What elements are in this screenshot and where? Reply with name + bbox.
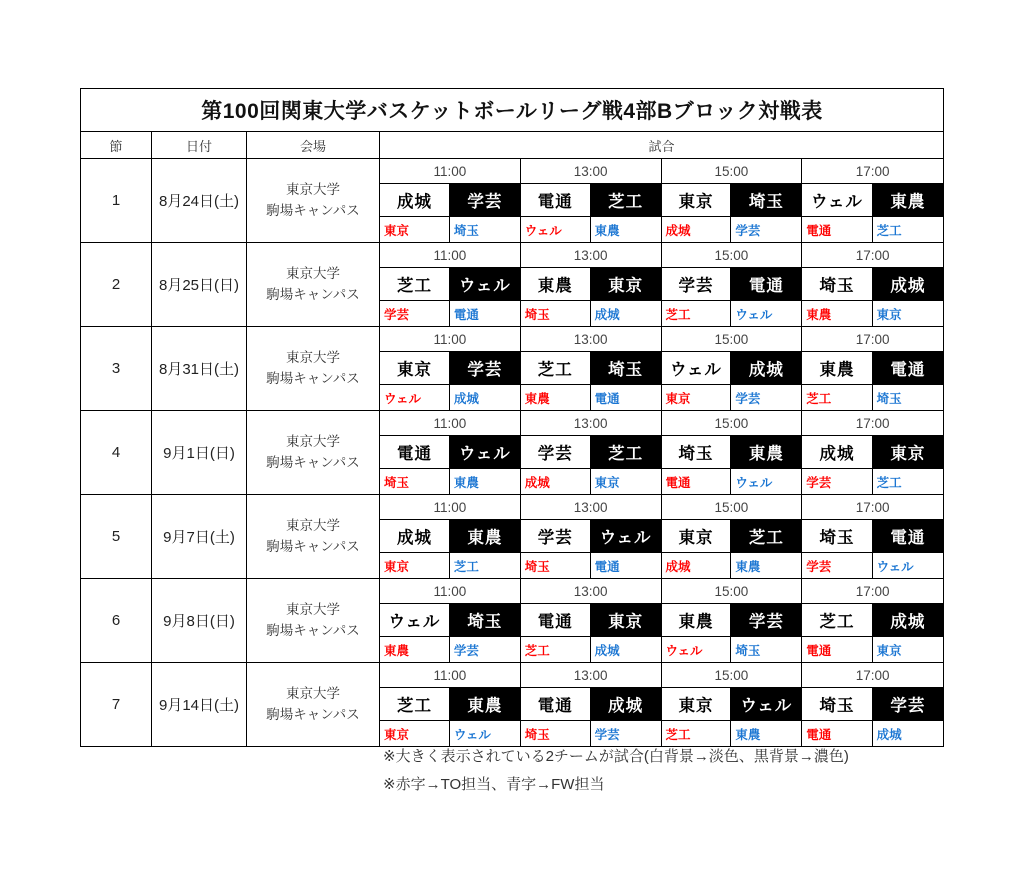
- team-dark-bg: 東農: [731, 436, 801, 468]
- match-cell: [521, 243, 662, 326]
- round-date: 9月14日(土): [152, 663, 247, 746]
- team-dark-bg: 埼玉: [731, 184, 801, 216]
- team-light-bg: 芝工: [380, 688, 450, 720]
- round-number: 5: [81, 495, 152, 578]
- round-matches: [380, 579, 943, 662]
- team-dark-bg: 芝工: [591, 184, 661, 216]
- fw-official: 東農: [735, 727, 761, 742]
- to-official: 電通: [662, 469, 732, 494]
- match-cell: [802, 327, 943, 410]
- to-official: 埼玉: [521, 721, 591, 746]
- match-teams: [662, 688, 802, 721]
- match-cell: [521, 579, 662, 662]
- team-dark-bg: 埼玉: [591, 352, 661, 384]
- round-date: 8月25日(日): [152, 243, 247, 326]
- match-officials: [662, 301, 802, 326]
- match-teams: [802, 436, 943, 469]
- match-time: 17:00: [802, 159, 943, 184]
- match-teams: [662, 604, 802, 637]
- fw-official: 電通: [453, 307, 479, 322]
- fw-official: 芝工: [876, 475, 902, 490]
- team-light-bg: 学芸: [521, 436, 591, 468]
- fw-official: ウェル: [735, 307, 773, 322]
- table-row: [81, 243, 943, 327]
- table-row: [81, 411, 943, 495]
- venue-line-2: 駒場キャンパス: [266, 202, 360, 218]
- round-number: 2: [81, 243, 152, 326]
- match-officials: [380, 553, 520, 578]
- match-time: 17:00: [802, 327, 943, 352]
- footnotes: [383, 743, 849, 799]
- match-time: 13:00: [521, 327, 661, 352]
- team-light-bg: 電通: [521, 184, 591, 216]
- team-dark-bg: 電通: [873, 352, 943, 384]
- match-teams: [802, 688, 943, 721]
- team-dark-bg: 東京: [591, 268, 661, 300]
- match-teams: [521, 520, 661, 553]
- to-official: 埼玉: [521, 553, 591, 578]
- venue-line-1: 東京大学: [286, 433, 340, 449]
- round-venue: [247, 159, 380, 242]
- match-time: 13:00: [521, 579, 661, 604]
- match-time: 15:00: [662, 159, 802, 184]
- to-official: 学芸: [802, 553, 872, 578]
- team-dark-bg: 東京: [591, 604, 661, 636]
- match-officials: [802, 301, 943, 326]
- fw-official: 東京: [876, 643, 902, 658]
- round-date: 9月1日(日): [152, 411, 247, 494]
- match-time: 15:00: [662, 411, 802, 436]
- match-time: 15:00: [662, 663, 802, 688]
- table-header-row: [81, 132, 943, 159]
- to-official: 電通: [802, 217, 872, 242]
- team-light-bg: 電通: [380, 436, 450, 468]
- match-teams: [802, 184, 943, 217]
- team-light-bg: 東農: [521, 268, 591, 300]
- to-official: 芝工: [662, 301, 732, 326]
- to-official: 電通: [802, 721, 872, 746]
- match-teams: [380, 436, 520, 469]
- match-cell: [380, 579, 521, 662]
- fw-official: 学芸: [735, 223, 761, 238]
- round-matches: [380, 243, 943, 326]
- column-header-matches: 試合: [648, 138, 675, 154]
- to-official: 学芸: [380, 301, 450, 326]
- match-teams: [521, 604, 661, 637]
- to-official: 芝工: [802, 385, 872, 410]
- team-dark-bg: 学芸: [873, 688, 943, 720]
- fw-official: 芝工: [453, 559, 479, 574]
- match-cell: [521, 327, 662, 410]
- match-teams: [662, 184, 802, 217]
- match-cell: [521, 159, 662, 242]
- to-official: 東農: [521, 385, 591, 410]
- team-light-bg: 埼玉: [802, 520, 872, 552]
- match-officials: [521, 553, 661, 578]
- team-light-bg: 埼玉: [802, 688, 872, 720]
- match-time: 15:00: [662, 327, 802, 352]
- match-officials: [521, 385, 661, 410]
- team-light-bg: 芝工: [802, 604, 872, 636]
- match-teams: [521, 352, 661, 385]
- round-date: 9月7日(土): [152, 495, 247, 578]
- team-light-bg: 東京: [662, 520, 732, 552]
- fw-official: 東京: [594, 475, 620, 490]
- table-row: [81, 663, 943, 746]
- fw-official: ウェル: [876, 559, 914, 574]
- team-light-bg: ウェル: [662, 352, 732, 384]
- match-officials: [802, 553, 943, 578]
- to-official: 成城: [662, 553, 732, 578]
- match-teams: [802, 604, 943, 637]
- round-number: 4: [81, 411, 152, 494]
- match-cell: [662, 411, 803, 494]
- round-number: 3: [81, 327, 152, 410]
- match-time: 11:00: [380, 663, 520, 688]
- match-time: 17:00: [802, 495, 943, 520]
- match-time: 11:00: [380, 411, 520, 436]
- team-dark-bg: 東京: [873, 436, 943, 468]
- team-dark-bg: 学芸: [450, 352, 520, 384]
- match-cell: [380, 327, 521, 410]
- team-dark-bg: 学芸: [450, 184, 520, 216]
- round-date: 8月24日(土): [152, 159, 247, 242]
- team-dark-bg: 東農: [450, 520, 520, 552]
- fw-official: 成城: [453, 391, 479, 406]
- team-light-bg: 学芸: [521, 520, 591, 552]
- match-officials: [802, 469, 943, 494]
- match-teams: [380, 604, 520, 637]
- team-dark-bg: 芝工: [731, 520, 801, 552]
- team-light-bg: 東京: [380, 352, 450, 384]
- match-teams: [521, 268, 661, 301]
- fw-official: 東京: [876, 307, 902, 322]
- to-official: 東農: [380, 637, 450, 662]
- team-dark-bg: 成城: [873, 268, 943, 300]
- match-officials: [662, 385, 802, 410]
- team-dark-bg: 埼玉: [450, 604, 520, 636]
- fw-official: 電通: [594, 559, 620, 574]
- team-dark-bg: 学芸: [731, 604, 801, 636]
- column-header-round: 節: [81, 132, 152, 158]
- team-light-bg: 芝工: [380, 268, 450, 300]
- to-official: 学芸: [802, 469, 872, 494]
- venue-line-2: 駒場キャンパス: [266, 622, 360, 638]
- table-row: [81, 159, 943, 243]
- table-row: [81, 327, 943, 411]
- team-dark-bg: ウェル: [591, 520, 661, 552]
- team-dark-bg: ウェル: [450, 268, 520, 300]
- fw-official: 学芸: [453, 643, 479, 658]
- team-dark-bg: ウェル: [731, 688, 801, 720]
- round-matches: [380, 327, 943, 410]
- round-venue: [247, 663, 380, 746]
- team-dark-bg: 電通: [731, 268, 801, 300]
- footnote-legend-teams: ※大きく表示されている2チームが試合(白背景→淡色、黒背景→濃色): [383, 748, 849, 765]
- match-time: 13:00: [521, 411, 661, 436]
- fw-official: ウェル: [735, 475, 773, 490]
- to-official: ウェル: [662, 637, 732, 662]
- match-time: 11:00: [380, 579, 520, 604]
- team-light-bg: ウェル: [380, 604, 450, 636]
- round-venue: [247, 579, 380, 662]
- venue-line-1: 東京大学: [286, 265, 340, 281]
- venue-line-1: 東京大学: [286, 601, 340, 617]
- rounds: [81, 159, 943, 746]
- match-officials: [802, 637, 943, 662]
- team-light-bg: 東農: [802, 352, 872, 384]
- fw-official: 成城: [876, 727, 902, 742]
- venue-line-2: 駒場キャンパス: [266, 370, 360, 386]
- match-officials: [802, 385, 943, 410]
- team-light-bg: ウェル: [802, 184, 872, 216]
- match-cell: [380, 159, 521, 242]
- match-cell: [380, 663, 521, 746]
- venue-line-1: 東京大学: [286, 517, 340, 533]
- match-teams: [802, 520, 943, 553]
- to-official: 埼玉: [380, 469, 450, 494]
- to-official: 電通: [802, 637, 872, 662]
- match-cell: [662, 327, 803, 410]
- footnote-legend-officials: ※赤字→TO担当、青字→FW担当: [383, 775, 605, 793]
- team-light-bg: 芝工: [521, 352, 591, 384]
- round-venue: [247, 411, 380, 494]
- match-officials: [380, 385, 520, 410]
- team-dark-bg: 成城: [731, 352, 801, 384]
- match-cell: [802, 495, 943, 578]
- team-light-bg: 成城: [380, 184, 450, 216]
- match-teams: [802, 268, 943, 301]
- match-cell: [662, 159, 803, 242]
- round-venue: [247, 243, 380, 326]
- to-official: 芝工: [662, 721, 732, 746]
- to-official: ウェル: [521, 217, 591, 242]
- match-officials: [380, 637, 520, 662]
- venue-line-1: 東京大学: [286, 349, 340, 365]
- team-light-bg: 成城: [380, 520, 450, 552]
- fw-official: 東農: [453, 475, 479, 490]
- match-officials: [521, 301, 661, 326]
- match-officials: [521, 217, 661, 242]
- match-cell: [802, 159, 943, 242]
- match-time: 13:00: [521, 159, 661, 184]
- round-matches: [380, 411, 943, 494]
- match-cell: [802, 243, 943, 326]
- match-teams: [380, 184, 520, 217]
- round-matches: [380, 663, 943, 746]
- match-time: 17:00: [802, 243, 943, 268]
- match-time: 15:00: [662, 243, 802, 268]
- match-time: 13:00: [521, 495, 661, 520]
- team-dark-bg: 東農: [873, 184, 943, 216]
- match-teams: [802, 352, 943, 385]
- fw-official: 電通: [594, 391, 620, 406]
- team-light-bg: 埼玉: [802, 268, 872, 300]
- round-number: 7: [81, 663, 152, 746]
- team-dark-bg: ウェル: [450, 436, 520, 468]
- match-time: 17:00: [802, 579, 943, 604]
- match-teams: [380, 688, 520, 721]
- match-time: 11:00: [380, 495, 520, 520]
- match-time: 11:00: [380, 243, 520, 268]
- match-teams: [380, 352, 520, 385]
- team-light-bg: 東京: [662, 184, 732, 216]
- to-official: 東京: [380, 217, 450, 242]
- table-row: [81, 579, 943, 663]
- round-number: 1: [81, 159, 152, 242]
- match-cell: [802, 663, 943, 746]
- page-title: 第100回関東大学バスケットボールリーグ戦4部Bブロック対戦表: [81, 89, 943, 132]
- team-dark-bg: 東農: [450, 688, 520, 720]
- venue-line-1: 東京大学: [286, 685, 340, 701]
- match-time: 17:00: [802, 663, 943, 688]
- to-official: 埼玉: [521, 301, 591, 326]
- to-official: ウェル: [380, 385, 450, 410]
- fw-official: 東農: [735, 559, 761, 574]
- team-light-bg: 東農: [662, 604, 732, 636]
- match-teams: [380, 520, 520, 553]
- match-teams: [662, 268, 802, 301]
- round-venue: [247, 495, 380, 578]
- to-official: 成城: [662, 217, 732, 242]
- round-date: 9月8日(日): [152, 579, 247, 662]
- match-teams: [521, 436, 661, 469]
- match-teams: [521, 184, 661, 217]
- venue-line-2: 駒場キャンパス: [266, 706, 360, 722]
- match-cell: [380, 411, 521, 494]
- match-time: 13:00: [521, 663, 661, 688]
- match-teams: [662, 436, 802, 469]
- match-time: 11:00: [380, 327, 520, 352]
- to-official: 東京: [380, 721, 450, 746]
- team-light-bg: 電通: [521, 604, 591, 636]
- column-header-venue: 会場: [247, 132, 380, 158]
- match-teams: [521, 688, 661, 721]
- match-officials: [521, 637, 661, 662]
- fw-official: ウェル: [453, 727, 491, 742]
- fw-official: 芝工: [876, 223, 902, 238]
- match-time: 15:00: [662, 579, 802, 604]
- match-cell: [380, 243, 521, 326]
- fw-official: 埼玉: [735, 643, 761, 658]
- match-officials: [380, 469, 520, 494]
- team-dark-bg: 電通: [873, 520, 943, 552]
- match-time: 13:00: [521, 243, 661, 268]
- match-officials: [662, 469, 802, 494]
- fw-official: 埼玉: [876, 391, 902, 406]
- fw-official: 学芸: [735, 391, 761, 406]
- match-time: 11:00: [380, 159, 520, 184]
- match-cell: [521, 411, 662, 494]
- match-cell: [521, 663, 662, 746]
- round-matches: [380, 495, 943, 578]
- match-teams: [662, 352, 802, 385]
- team-dark-bg: 成城: [591, 688, 661, 720]
- match-cell: [521, 495, 662, 578]
- match-teams: [662, 520, 802, 553]
- round-number: 6: [81, 579, 152, 662]
- match-officials: [380, 301, 520, 326]
- column-header-date: 日付: [152, 132, 247, 158]
- to-official: 東京: [380, 553, 450, 578]
- to-official: 芝工: [521, 637, 591, 662]
- schedule-table: [80, 88, 944, 747]
- match-time: 15:00: [662, 495, 802, 520]
- venue-line-2: 駒場キャンパス: [266, 286, 360, 302]
- match-officials: [380, 217, 520, 242]
- fw-official: 成城: [594, 643, 620, 658]
- venue-line-2: 駒場キャンパス: [266, 538, 360, 554]
- match-time: 17:00: [802, 411, 943, 436]
- team-light-bg: 学芸: [662, 268, 732, 300]
- match-cell: [802, 411, 943, 494]
- round-matches: [380, 159, 943, 242]
- team-dark-bg: 芝工: [591, 436, 661, 468]
- to-official: 東農: [802, 301, 872, 326]
- table-row: [81, 495, 943, 579]
- match-teams: [380, 268, 520, 301]
- fw-official: 埼玉: [453, 223, 479, 238]
- team-light-bg: 東京: [662, 688, 732, 720]
- match-cell: [662, 495, 803, 578]
- team-light-bg: 電通: [521, 688, 591, 720]
- team-dark-bg: 成城: [873, 604, 943, 636]
- match-cell: [662, 579, 803, 662]
- match-cell: [380, 495, 521, 578]
- match-officials: [521, 469, 661, 494]
- match-officials: [662, 553, 802, 578]
- venue-line-2: 駒場キャンパス: [266, 454, 360, 470]
- team-light-bg: 埼玉: [662, 436, 732, 468]
- team-light-bg: 成城: [802, 436, 872, 468]
- match-officials: [662, 637, 802, 662]
- round-venue: [247, 327, 380, 410]
- to-official: 東京: [662, 385, 732, 410]
- match-cell: [662, 663, 803, 746]
- match-cell: [802, 579, 943, 662]
- fw-official: 東農: [594, 223, 620, 238]
- fw-official: 学芸: [594, 727, 620, 742]
- to-official: 成城: [521, 469, 591, 494]
- fw-official: 成城: [594, 307, 620, 322]
- match-officials: [802, 217, 943, 242]
- match-cell: [662, 243, 803, 326]
- venue-line-1: 東京大学: [286, 181, 340, 197]
- match-officials: [662, 217, 802, 242]
- round-date: 8月31日(土): [152, 327, 247, 410]
